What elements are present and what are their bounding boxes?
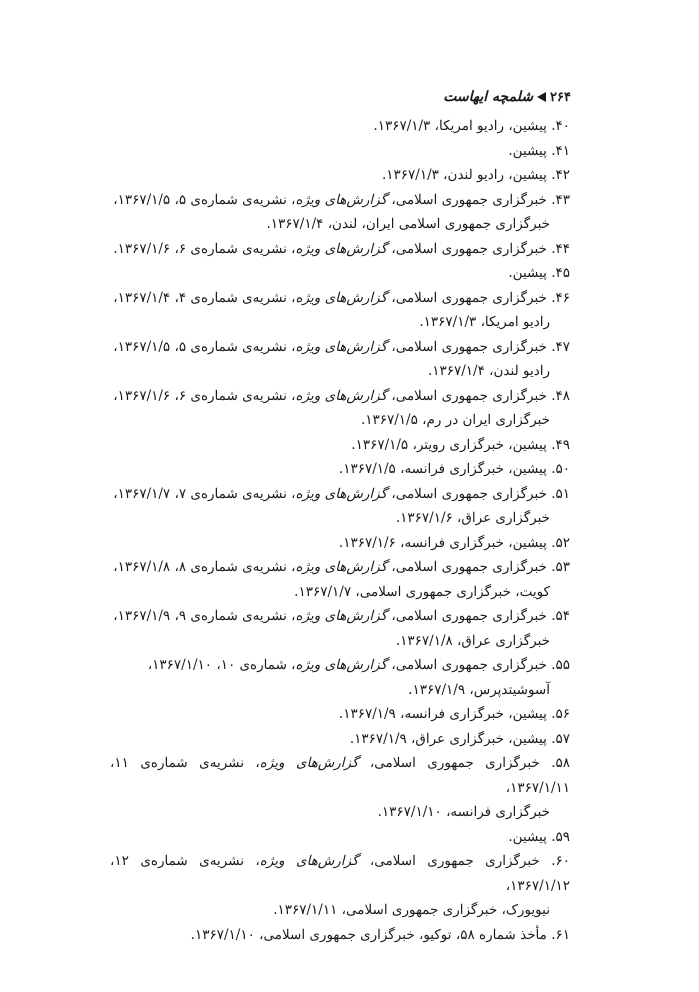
- endnote-text: [113, 486, 570, 502]
- endnote-text: [339, 535, 570, 551]
- running-header: [443, 89, 571, 105]
- endnote-text: [113, 241, 570, 257]
- endnote-continuation: خبرگزاری عراق، ۱۳۶۷/۱/۶.: [395, 510, 550, 526]
- source-title: گزارش‌های ویژه: [259, 853, 359, 869]
- citation-text: خبرگزاری جمهوری اسلامی،: [387, 559, 552, 575]
- endnote-number: ۵۰.: [551, 461, 570, 477]
- citation-text: ، شماره‌ی ۱۰، ۱۳۶۷/۱/۱۰،: [147, 657, 296, 673]
- endnote-text: [373, 118, 570, 134]
- citation-text: ، نشریه‌ی شماره‌ی ۹، ۱۳۶۷/۱/۹،: [113, 608, 296, 624]
- endnote-continuation: آسوشیتدپرس، ۱۳۶۷/۱/۹.: [408, 681, 550, 698]
- citation-text: ، نشریه‌ی شماره‌ی ۱۲، ۱۳۶۷/۱/۱۲،: [110, 853, 570, 894]
- citation-text: خبرگزاری جمهوری اسلامی،: [387, 289, 552, 306]
- endnote-number: ۵۳.: [551, 559, 570, 575]
- citation-text: پیشین، خبرگزاری فرانسه، ۱۳۶۷/۱/۶.: [338, 534, 552, 551]
- endnote-text: [113, 290, 570, 306]
- citation-text: پیشین، خبرگزاری عراق، ۱۳۶۷/۱/۹.: [349, 730, 552, 747]
- endnote-item: [110, 531, 570, 556]
- citation-text: ، نشریه‌ی شماره‌ی ۵، ۱۳۶۷/۱/۵،: [113, 338, 296, 355]
- citation-text: خبرگزاری جمهوری اسلامی،: [387, 485, 552, 502]
- endnote-number: ۴۶.: [551, 289, 570, 306]
- source-title: گزارش‌های ویژه: [295, 387, 388, 404]
- endnote-number: ۴۳.: [551, 191, 570, 208]
- endnote-number: ۵۲.: [551, 534, 570, 551]
- endnote-item: [110, 727, 570, 752]
- endnote-continuation: رادیو لندن، ۱۳۶۷/۱/۴.: [427, 363, 550, 379]
- endnote-text: [113, 388, 570, 404]
- endnote-continuation: خبرگزاری جمهوری اسلامی ایران، لندن، ۱۳۶۷/۱/۴.: [266, 216, 550, 232]
- endnote-continuation: رادیو امریکا، ۱۳۶۷/۱/۳.: [419, 314, 550, 330]
- citation-text: خبرگزاری جمهوری اسلامی،: [387, 608, 552, 624]
- endnote-number: ۴۹.: [551, 436, 570, 453]
- triangle-marker-icon: [537, 92, 546, 102]
- endnote-item: [110, 849, 570, 923]
- endnote-item: [110, 604, 570, 653]
- endnote-text: [339, 461, 570, 477]
- endnote-item: [110, 923, 570, 948]
- citation-text: خبرگزاری جمهوری اسلامی،: [387, 191, 552, 208]
- endnote-text: [148, 657, 570, 673]
- source-title: گزارش‌های ویژه: [295, 559, 388, 575]
- endnote-number: ۴۰.: [551, 118, 570, 134]
- citation-text: خبرگزاری جمهوری اسلامی،: [387, 240, 552, 257]
- citation-text: ، نشریه‌ی شماره‌ی ۸، ۱۳۶۷/۱/۸،: [113, 559, 296, 575]
- citation-text: مأخذ شماره ۵۸، توکیو، خبرگزاری جمهوری اسلامی، ۱۳۶۷/۱/۱۰.: [190, 926, 552, 943]
- endnote-number: ۵۸.: [551, 755, 570, 771]
- endnote-number: ۵۱.: [551, 485, 570, 502]
- endnote-number: ۴۵.: [551, 265, 570, 281]
- book-title: شلمچه ایهاست: [443, 89, 534, 105]
- endnote-item: [110, 261, 570, 286]
- source-title: گزارش‌های ویژه: [295, 338, 388, 355]
- endnote-item: [110, 825, 570, 850]
- endnote-text: [113, 339, 570, 355]
- endnote-number: ۶۱.: [551, 926, 570, 943]
- endnote-text: [508, 143, 570, 159]
- endnote-text: [339, 706, 570, 722]
- endnote-continuation: خبرگزاری فرانسه، ۱۳۶۷/۱/۱۰.: [377, 804, 550, 820]
- citation-text: ، نشریه‌ی شماره‌ی ۴، ۱۳۶۷/۱/۴،: [113, 289, 296, 306]
- endnote-item: [110, 482, 570, 531]
- source-title: گزارش‌های ویژه: [295, 608, 388, 624]
- endnote-text: [508, 265, 570, 281]
- endnote-number: ۴۷.: [551, 338, 570, 355]
- endnote-item: [110, 139, 570, 164]
- endnote-number: ۴۲.: [551, 167, 570, 183]
- endnote-number: ۵۹.: [551, 828, 570, 845]
- endnote-item: [110, 653, 570, 702]
- source-title: گزارش‌های ویژه: [295, 657, 388, 673]
- citation-text: ، نشریه‌ی شماره‌ی ۶، ۱۳۶۷/۱/۶.: [113, 240, 296, 257]
- endnote-text: [351, 437, 570, 453]
- endnote-number: ۵۷.: [551, 730, 570, 747]
- citation-text: پیشین، خبرگزاری فرانسه، ۱۳۶۷/۱/۵.: [338, 461, 552, 477]
- endnote-item: [110, 188, 570, 237]
- endnotes-list: [110, 114, 570, 947]
- endnote-item: [110, 555, 570, 604]
- citation-text: خبرگزاری جمهوری اسلامی،: [358, 755, 552, 771]
- source-title: گزارش‌های ویژه: [295, 240, 388, 257]
- endnote-item: [110, 384, 570, 433]
- endnote-text: [110, 853, 570, 894]
- endnote-text: [191, 927, 570, 943]
- endnote-number: ۴۱.: [551, 142, 570, 159]
- citation-text: پیشین.: [508, 142, 552, 159]
- source-title: گزارش‌های ویژه: [295, 289, 388, 306]
- endnote-item: [110, 163, 570, 188]
- citation-text: خبرگزاری جمهوری اسلامی،: [387, 657, 552, 673]
- endnote-continuation: خبرگزاری عراق، ۱۳۶۷/۱/۸.: [395, 632, 550, 649]
- endnote-text: [113, 192, 570, 208]
- citation-text: ، نشریه‌ی شماره‌ی ۱۱، ۱۳۶۷/۱/۱۱،: [110, 755, 570, 796]
- endnote-item: [110, 237, 570, 262]
- citation-text: ، نشریه‌ی شماره‌ی ۶، ۱۳۶۷/۱/۶،: [113, 387, 296, 404]
- citation-text: پیشین، خبرگزاری فرانسه، ۱۳۶۷/۱/۹.: [338, 706, 552, 722]
- endnote-item: [110, 751, 570, 825]
- citation-text: پیشین، رادیو لندن، ۱۳۶۷/۱/۳.: [381, 167, 552, 183]
- citation-text: ، نشریه‌ی شماره‌ی ۵، ۱۳۶۷/۱/۵،: [113, 191, 296, 208]
- endnote-item: [110, 433, 570, 458]
- source-title: گزارش‌های ویژه: [295, 191, 388, 208]
- endnote-text: [382, 167, 570, 183]
- endnote-text: [508, 829, 570, 845]
- endnote-item: [110, 286, 570, 335]
- endnote-number: ۵۵.: [551, 657, 570, 673]
- endnote-text: [350, 731, 570, 747]
- endnote-text: [110, 755, 570, 796]
- citation-text: پیشین، رادیو امریکا، ۱۳۶۷/۱/۳.: [373, 118, 552, 134]
- citation-text: ، نشریه‌ی شماره‌ی ۷، ۱۳۶۷/۱/۷،: [113, 485, 296, 502]
- endnote-continuation: خبرگزاری ایران در رم، ۱۳۶۷/۱/۵.: [360, 412, 550, 428]
- citation-text: پیشین.: [508, 828, 552, 845]
- endnote-continuation: نیویورک، خبرگزاری جمهوری اسلامی، ۱۳۶۷/۱/۱۱.: [273, 902, 550, 918]
- source-title: گزارش‌های ویژه: [259, 755, 359, 771]
- endnote-number: ۵۴.: [551, 608, 570, 624]
- endnote-item: [110, 114, 570, 139]
- endnote-number: ۵۶.: [551, 706, 570, 722]
- citation-text: پیشین، خبرگزاری رویتر، ۱۳۶۷/۱/۵.: [351, 436, 552, 453]
- endnote-number: ۶۰.: [551, 853, 570, 869]
- citation-text: خبرگزاری جمهوری اسلامی،: [358, 853, 552, 869]
- source-title: گزارش‌های ویژه: [295, 485, 388, 502]
- citation-text: خبرگزاری جمهوری اسلامی،: [387, 338, 552, 355]
- endnote-item: [110, 457, 570, 482]
- endnote-item: [110, 702, 570, 727]
- page-number: ۲۶۴: [550, 89, 571, 105]
- citation-text: پیشین.: [508, 265, 552, 281]
- citation-text: خبرگزاری جمهوری اسلامی،: [387, 387, 552, 404]
- endnote-text: [113, 559, 570, 575]
- endnote-continuation: کویت، خبرگزاری جمهوری اسلامی، ۱۳۶۷/۱/۷.: [294, 583, 550, 600]
- endnote-number: ۴۴.: [551, 240, 570, 257]
- endnote-number: ۴۸.: [551, 387, 570, 404]
- endnote-item: [110, 335, 570, 384]
- endnote-text: [113, 608, 570, 624]
